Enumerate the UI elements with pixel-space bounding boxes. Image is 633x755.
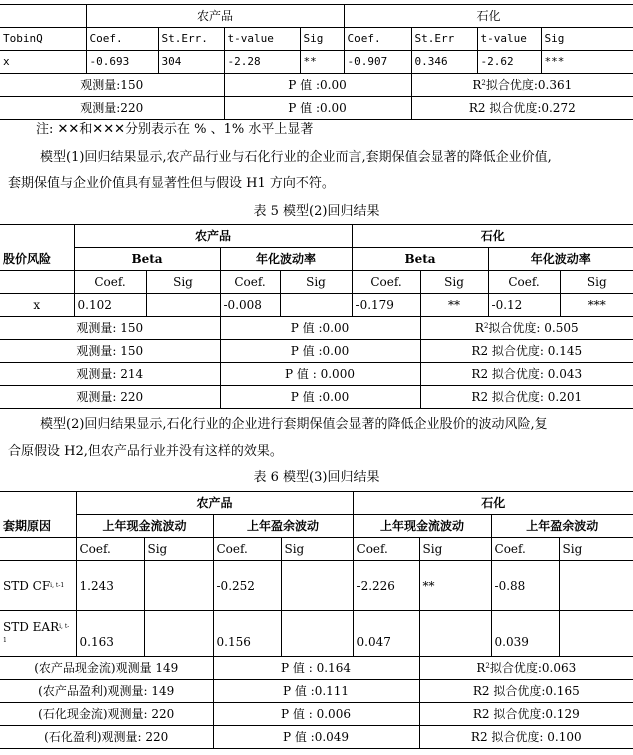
stat-r2: R2 拟合优度:0.272 [411, 97, 633, 120]
col-header: Coef. [353, 538, 419, 561]
r2-value: 拟合优度:0.361 [485, 78, 573, 92]
r2-value: 拟合优度: 0.505 [488, 321, 579, 335]
var-label-std-cf [0, 561, 76, 611]
row-label-risk: 股价风险 [0, 248, 74, 271]
cell-value: ** [420, 294, 488, 317]
subheader-beta-petro: Beta [352, 248, 488, 271]
var-label-std-ear [0, 611, 76, 657]
cell-value: -2.226 [353, 561, 419, 611]
row-label-reason: 套期原因 [0, 515, 76, 538]
cell-value [281, 561, 353, 611]
note: 注: ✕✕和✕✕✕分别表示在 % 、1% 水平上显著 [36, 122, 314, 137]
col-header: t-value [477, 28, 541, 51]
r-superscript: 2 [485, 662, 490, 670]
corner-cell [0, 492, 76, 515]
stat-obs: 观测量:220 [0, 97, 224, 120]
subheader-cf-petro: 上年现金流波动 [353, 515, 491, 538]
stat-obs: (石化现金流)观测量: 220 [0, 703, 213, 726]
r-symbol: R [472, 78, 482, 92]
cell-value [559, 611, 633, 657]
empty-cell [0, 271, 74, 294]
cell-value: 1.243 [76, 561, 144, 611]
cell-value [559, 561, 633, 611]
col-header: Coef. [74, 271, 146, 294]
stat-obs: (农产品盈利)观测量: 149 [0, 680, 213, 703]
subheader-vol-agri: 年化波动率 [220, 248, 352, 271]
col-header: Coef. [213, 538, 281, 561]
subheader-ear-agri: 上年盈余波动 [213, 515, 353, 538]
stat-r2: R2 拟合优度: 0.201 [420, 386, 633, 409]
paragraph-2-line-2: 合原假设 H2,但农产品行业并没有这样的效果。 [8, 444, 283, 459]
table-model-3 [0, 491, 633, 749]
col-header: Sig [281, 538, 353, 561]
cell-value [281, 611, 353, 657]
subheader-vol-petro: 年化波动率 [488, 248, 633, 271]
table-model-2 [0, 224, 633, 409]
stat-p: P 值 :0.049 [213, 726, 419, 749]
stat-obs: 观测量: 150 [0, 317, 220, 340]
col-header: Coef. [76, 538, 144, 561]
cell-value: -0.12 [488, 294, 560, 317]
stat-p: P 值 :0.111 [213, 680, 419, 703]
cell-value: 0.156 [213, 611, 281, 657]
empty-cell [0, 538, 76, 561]
stat-r2: R2 拟合优度: 0.100 [419, 726, 633, 749]
stat-obs: (石化盈利)观测量: 220 [0, 726, 213, 749]
var-subscript: 1 [3, 636, 7, 644]
var-name: STD EAR [3, 619, 60, 634]
col-header: Coef. [491, 538, 559, 561]
table-model-1 [0, 4, 633, 120]
cell-value: -0.907 [344, 51, 411, 74]
stat-r2 [420, 317, 633, 340]
cell-value: -0.008 [220, 294, 280, 317]
stat-r2 [411, 74, 633, 97]
cell-value: 0.163 [76, 611, 144, 657]
cell-value: *** [560, 294, 633, 317]
cell-value: 0.047 [353, 611, 419, 657]
col-header: Sig [300, 28, 344, 51]
cell-value [146, 294, 220, 317]
stat-obs: 观测量: 220 [0, 386, 220, 409]
cell-value: *** [541, 51, 633, 74]
r2-value: 拟合优度:0.063 [489, 661, 577, 675]
stat-p: P 值 : 0.000 [220, 363, 420, 386]
stat-r2: R2 拟合优度: 0.043 [420, 363, 633, 386]
var-subscript: i, t- [59, 622, 70, 630]
stat-obs: 观测量:150 [0, 74, 224, 97]
col-header: St.Err [411, 28, 477, 51]
stat-p: P 值 :0.00 [220, 386, 420, 409]
col-header: Sig [541, 28, 633, 51]
cell-value: -0.693 [86, 51, 158, 74]
paragraph-2-line-1: 模型(2)回归结果显示,石化行业的企业进行套期保值会显著的降低企业股价的波动风险,复 [40, 417, 548, 432]
col-header: Sig [280, 271, 352, 294]
stat-p: P 值 :0.00 [220, 340, 420, 363]
r-symbol: R [476, 661, 486, 675]
corner-cell [0, 5, 86, 28]
stat-p: P 值 : 0.164 [213, 657, 419, 680]
subheader-beta-agri: Beta [74, 248, 220, 271]
var-subscript: i, t-1 [50, 581, 65, 589]
cell-value: ** [419, 561, 491, 611]
col-header: Sig [419, 538, 491, 561]
stat-p: P 值 :0.00 [224, 97, 411, 120]
col-header: Coef. [352, 271, 420, 294]
col-header: Coef. [220, 271, 280, 294]
col-header: St.Err. [158, 28, 224, 51]
paragraph-1-line-1: 模型(1)回归结果显示,农产品行业与石化行业的企业而言,套期保值会显著的降低企业价值, [40, 150, 552, 165]
var-label: x [0, 294, 74, 317]
subheader-ear-petro: 上年盈余波动 [491, 515, 633, 538]
col-header: Coef. [344, 28, 411, 51]
row-label-tobinq: TobinQ [0, 28, 86, 51]
caption-table-6: 表 6 模型(3)回归结果 [253, 470, 380, 485]
stat-p: P 值 : 0.006 [213, 703, 419, 726]
cell-value: 304 [158, 51, 224, 74]
var-name: STD CF [3, 578, 51, 593]
group-header-petro: 石化 [344, 5, 633, 28]
stat-r2 [419, 657, 633, 680]
stat-p: P 值 :0.00 [224, 74, 411, 97]
cell-value: -2.62 [477, 51, 541, 74]
cell-value: -0.88 [491, 561, 559, 611]
cell-value: 0.102 [74, 294, 146, 317]
stat-r2: R2 拟合优度: 0.145 [420, 340, 633, 363]
subheader-cf-agri: 上年现金流波动 [76, 515, 213, 538]
cell-value [419, 611, 491, 657]
stat-r2: R2 拟合优度:0.129 [419, 703, 633, 726]
paragraph-1-line-2: 套期保值与企业价值具有显著性但与假设 H1 方向不符。 [8, 176, 335, 191]
r-superscript: 2 [481, 79, 486, 87]
stat-obs: 观测量: 150 [0, 340, 220, 363]
col-header: Sig [144, 538, 213, 561]
cell-value [144, 561, 213, 611]
stat-r2: R2 拟合优度:0.165 [419, 680, 633, 703]
group-header-agri: 农产品 [74, 225, 352, 248]
cell-value [144, 611, 213, 657]
cell-value [280, 294, 352, 317]
cell-value: -0.252 [213, 561, 281, 611]
stat-obs: (农产品现金流)观测量 149 [0, 657, 213, 680]
caption-table-5: 表 5 模型(2)回归结果 [253, 204, 380, 219]
col-header: t-value [224, 28, 300, 51]
stat-p: P 值 :0.00 [220, 317, 420, 340]
cell-value: 0.039 [491, 611, 559, 657]
cell-value: -2.28 [224, 51, 300, 74]
corner-cell [0, 225, 74, 248]
col-header: Sig [559, 538, 633, 561]
cell-value: -0.179 [352, 294, 420, 317]
col-header: Sig [420, 271, 488, 294]
group-header-agri: 农产品 [86, 5, 344, 28]
cell-value: ** [300, 51, 344, 74]
group-header-agri: 农产品 [76, 492, 353, 515]
col-header: Coef. [488, 271, 560, 294]
r-symbol: R [474, 321, 484, 335]
r-superscript: 2 [483, 322, 489, 330]
col-header: Sig [146, 271, 220, 294]
group-header-petro: 石化 [352, 225, 633, 248]
col-header: Sig [560, 271, 633, 294]
var-label: x [0, 51, 86, 74]
stat-obs: 观测量: 214 [0, 363, 220, 386]
cell-value: 0.346 [411, 51, 477, 74]
group-header-petro: 石化 [353, 492, 633, 515]
col-header: Coef. [86, 28, 158, 51]
